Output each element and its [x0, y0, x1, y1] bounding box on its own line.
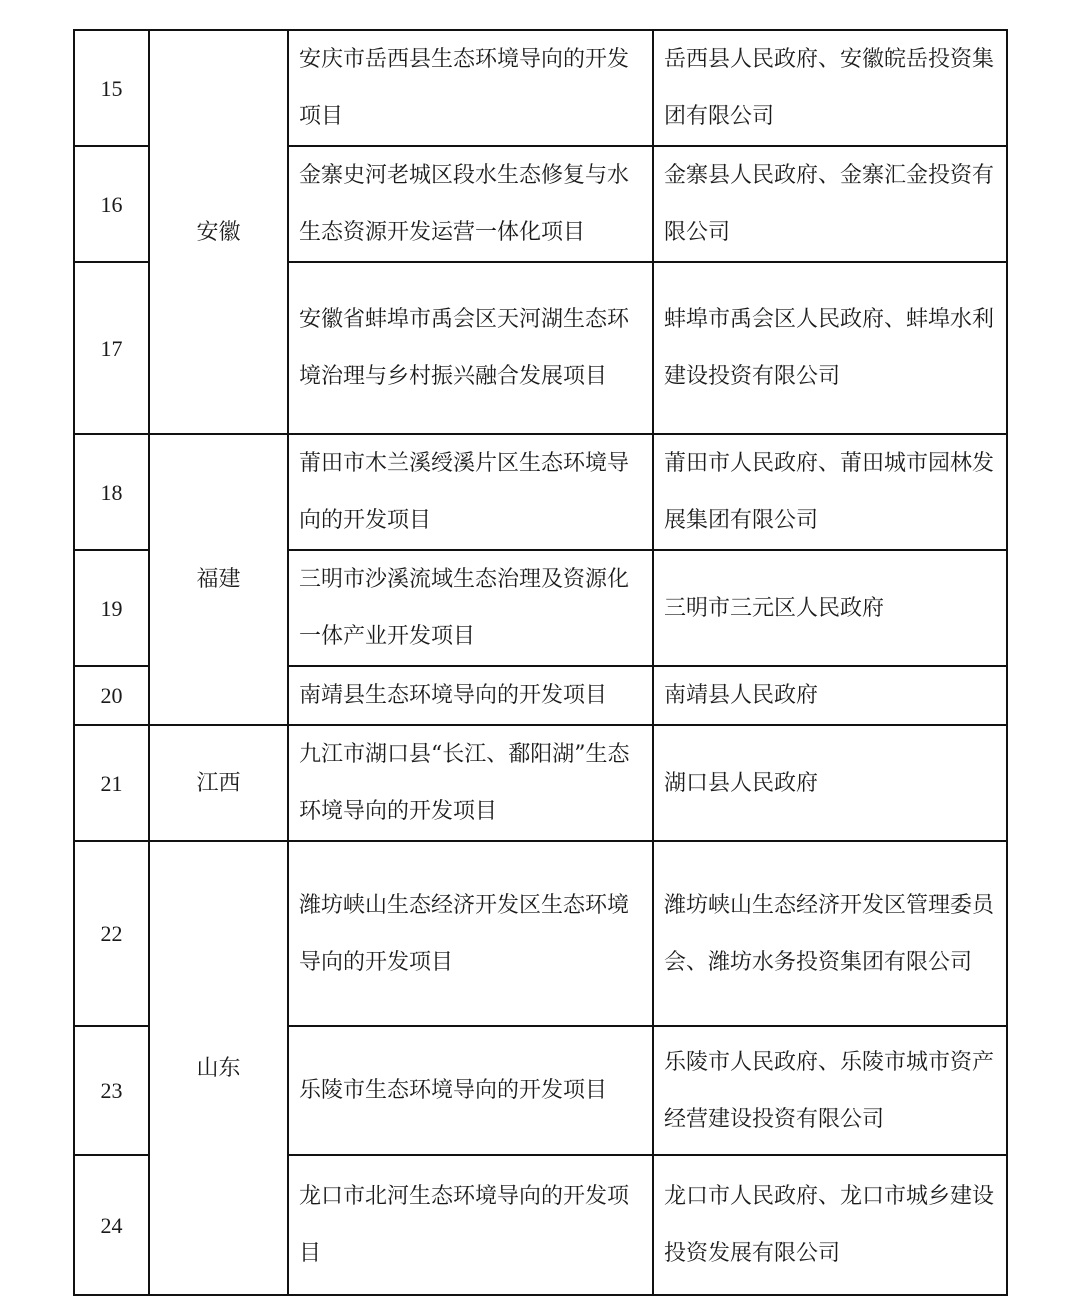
project-table — [73, 29, 1008, 1296]
table-row — [74, 30, 1007, 146]
project-name: 莆田市木兰溪绶溪片区生态环境导向的开发项目 — [288, 434, 653, 550]
project-name: 南靖县生态环境导向的开发项目 — [288, 666, 653, 725]
implementing-unit: 龙口市人民政府、龙口市城乡建设投资发展有限公司 — [653, 1155, 1007, 1295]
table-row — [74, 434, 1007, 550]
row-number: 15 — [74, 30, 149, 146]
row-number: 18 — [74, 434, 149, 550]
table-row — [74, 725, 1007, 841]
province-cell: 安徽 — [149, 30, 288, 434]
row-number: 17 — [74, 262, 149, 434]
province-cell: 江西 — [149, 725, 288, 841]
implementing-unit: 潍坊峡山生态经济开发区管理委员会、潍坊水务投资集团有限公司 — [653, 841, 1007, 1026]
project-name: 潍坊峡山生态经济开发区生态环境导向的开发项目 — [288, 841, 653, 1026]
row-number: 19 — [74, 550, 149, 666]
province-cell: 山东 — [149, 841, 288, 1295]
project-name: 安徽省蚌埠市禹会区天河湖生态环境治理与乡村振兴融合发展项目 — [288, 262, 653, 434]
implementing-unit: 南靖县人民政府 — [653, 666, 1007, 725]
implementing-unit: 莆田市人民政府、莆田城市园林发展集团有限公司 — [653, 434, 1007, 550]
project-name: 安庆市岳西县生态环境导向的开发项目 — [288, 30, 653, 146]
project-name: 龙口市北河生态环境导向的开发项目 — [288, 1155, 653, 1295]
project-name: 九江市湖口县“长江、鄱阳湖”生态环境导向的开发项目 — [288, 725, 653, 841]
implementing-unit: 蚌埠市禹会区人民政府、蚌埠水利建设投资有限公司 — [653, 262, 1007, 434]
row-number: 23 — [74, 1026, 149, 1155]
implementing-unit: 三明市三元区人民政府 — [653, 550, 1007, 666]
row-number: 16 — [74, 146, 149, 262]
row-number: 21 — [74, 725, 149, 841]
table-row — [74, 841, 1007, 1026]
implementing-unit: 岳西县人民政府、安徽皖岳投资集团有限公司 — [653, 30, 1007, 146]
row-number: 24 — [74, 1155, 149, 1295]
project-name: 三明市沙溪流域生态治理及资源化一体产业开发项目 — [288, 550, 653, 666]
province-cell: 福建 — [149, 434, 288, 725]
row-number: 22 — [74, 841, 149, 1026]
project-name: 乐陵市生态环境导向的开发项目 — [288, 1026, 653, 1155]
implementing-unit: 乐陵市人民政府、乐陵市城市资产经营建设投资有限公司 — [653, 1026, 1007, 1155]
row-number: 20 — [74, 666, 149, 725]
implementing-unit: 湖口县人民政府 — [653, 725, 1007, 841]
implementing-unit: 金寨县人民政府、金寨汇金投资有限公司 — [653, 146, 1007, 262]
project-name: 金寨史河老城区段水生态修复与水生态资源开发运营一体化项目 — [288, 146, 653, 262]
